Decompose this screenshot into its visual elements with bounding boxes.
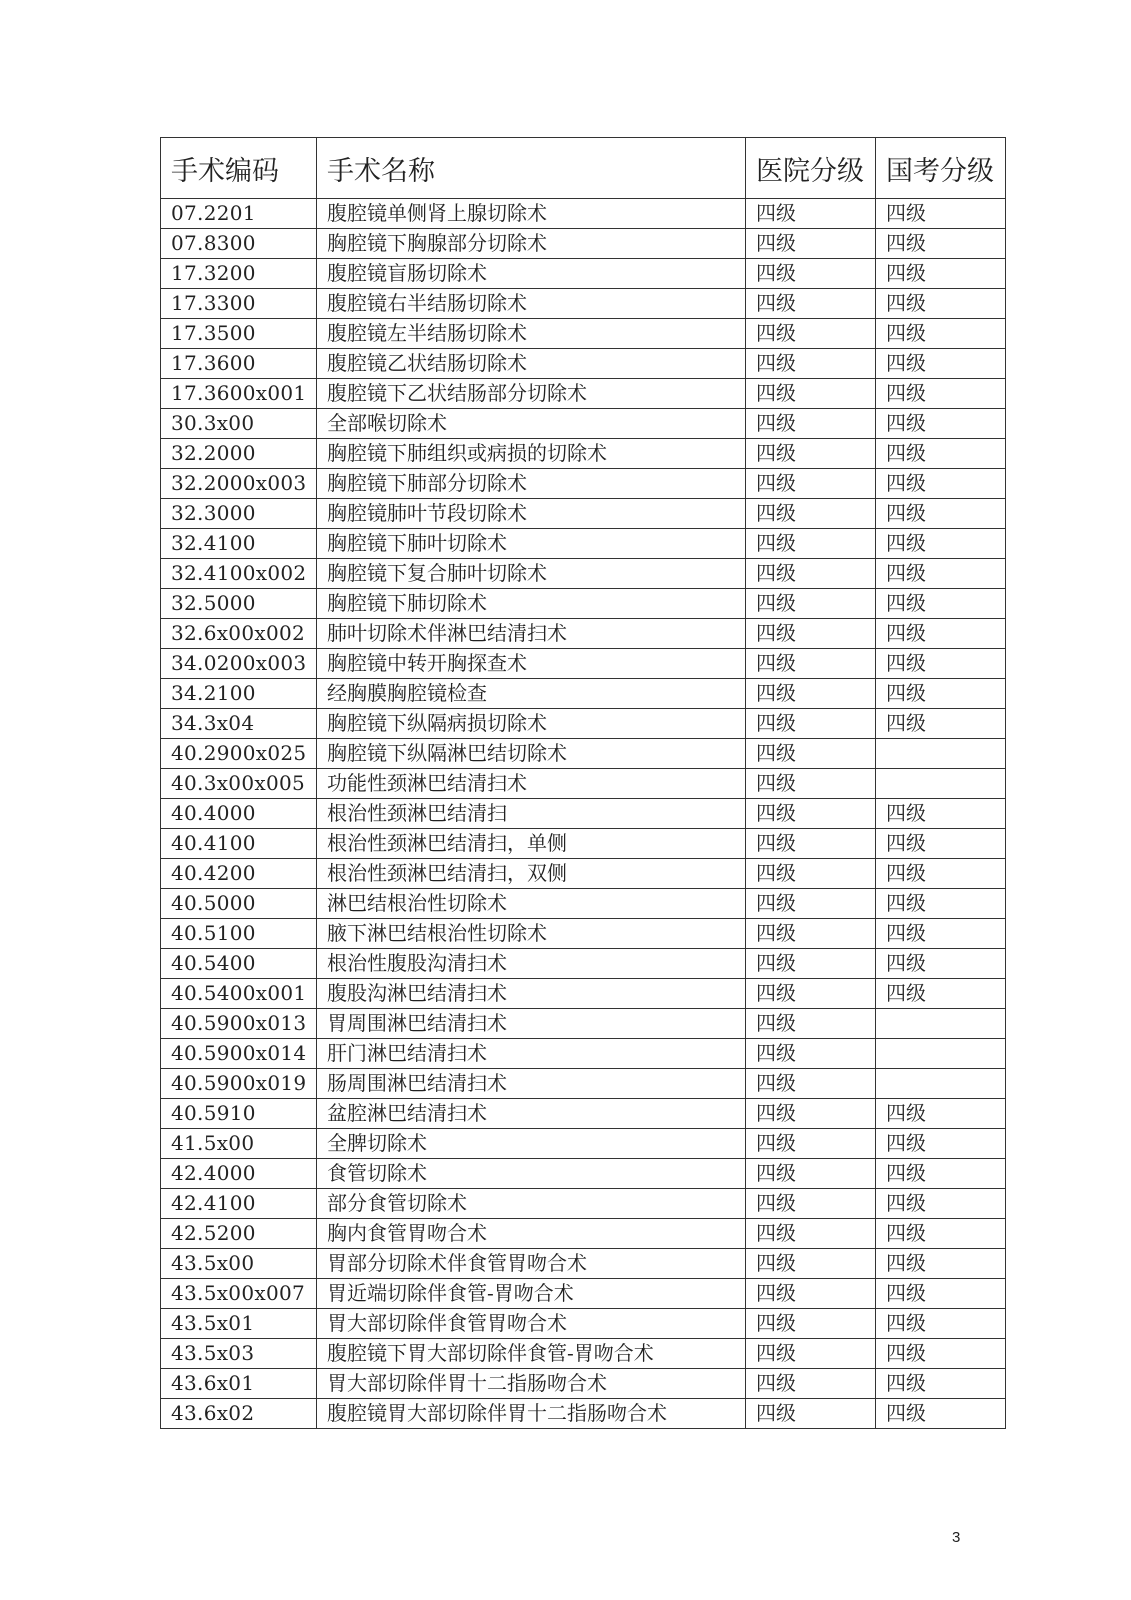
national-grade-cell: 四级 — [876, 709, 1006, 739]
surgery-code-cell: 43.5x00 — [161, 1249, 317, 1279]
national-grade-cell: 四级 — [876, 859, 1006, 889]
hospital-grade-cell: 四级 — [746, 289, 876, 319]
surgery-name-cell: 根治性颈淋巴结清扫，双侧 — [317, 859, 746, 889]
surgery-code-cell: 30.3x00 — [161, 409, 317, 439]
hospital-grade-cell: 四级 — [746, 739, 876, 769]
hospital-grade-cell: 四级 — [746, 1099, 876, 1129]
table-row — [161, 1399, 1006, 1429]
national-grade-cell — [876, 1009, 1006, 1039]
surgery-code-cell: 32.4100 — [161, 529, 317, 559]
hospital-grade-cell: 四级 — [746, 829, 876, 859]
hospital-grade-cell: 四级 — [746, 589, 876, 619]
header-surgery-code: 手术编码 — [161, 138, 317, 199]
table-row — [161, 919, 1006, 949]
surgery-name-cell: 根治性颈淋巴结清扫，单侧 — [317, 829, 746, 859]
table-body — [161, 199, 1006, 1429]
surgery-name-cell: 胸腔镜下肺部分切除术 — [317, 469, 746, 499]
hospital-grade-cell: 四级 — [746, 769, 876, 799]
surgery-name-cell: 胸腔镜下肺切除术 — [317, 589, 746, 619]
hospital-grade-cell: 四级 — [746, 1039, 876, 1069]
national-grade-cell: 四级 — [876, 1309, 1006, 1339]
hospital-grade-cell: 四级 — [746, 559, 876, 589]
surgery-name-cell: 腹腔镜左半结肠切除术 — [317, 319, 746, 349]
table-row — [161, 499, 1006, 529]
hospital-grade-cell: 四级 — [746, 1069, 876, 1099]
header-hospital-grade: 医院分级 — [746, 138, 876, 199]
hospital-grade-cell: 四级 — [746, 889, 876, 919]
table-row — [161, 1219, 1006, 1249]
surgery-code-cell: 40.4200 — [161, 859, 317, 889]
surgery-code-cell: 40.5100 — [161, 919, 317, 949]
hospital-grade-cell: 四级 — [746, 1279, 876, 1309]
surgery-code-cell: 43.5x03 — [161, 1339, 317, 1369]
surgery-name-cell: 胸腔镜肺叶节段切除术 — [317, 499, 746, 529]
table-row — [161, 259, 1006, 289]
hospital-grade-cell: 四级 — [746, 859, 876, 889]
surgery-name-cell: 功能性颈淋巴结清扫术 — [317, 769, 746, 799]
national-grade-cell: 四级 — [876, 319, 1006, 349]
national-grade-cell: 四级 — [876, 439, 1006, 469]
national-grade-cell: 四级 — [876, 1339, 1006, 1369]
surgery-name-cell: 腋下淋巴结根治性切除术 — [317, 919, 746, 949]
surgery-name-cell: 胸腔镜下胸腺部分切除术 — [317, 229, 746, 259]
surgery-name-cell: 胸腔镜中转开胸探查术 — [317, 649, 746, 679]
surgery-name-cell: 根治性腹股沟清扫术 — [317, 949, 746, 979]
table-row — [161, 1369, 1006, 1399]
national-grade-cell — [876, 739, 1006, 769]
surgery-code-cell: 43.6x02 — [161, 1399, 317, 1429]
table-row — [161, 1159, 1006, 1189]
surgery-code-cell: 40.4000 — [161, 799, 317, 829]
table-row — [161, 829, 1006, 859]
table-row — [161, 529, 1006, 559]
table-row — [161, 649, 1006, 679]
hospital-grade-cell: 四级 — [746, 709, 876, 739]
national-grade-cell: 四级 — [876, 1129, 1006, 1159]
table-row — [161, 679, 1006, 709]
surgery-name-cell: 部分食管切除术 — [317, 1189, 746, 1219]
table-row — [161, 889, 1006, 919]
national-grade-cell: 四级 — [876, 1279, 1006, 1309]
table-row — [161, 1339, 1006, 1369]
surgery-code-cell: 40.5400 — [161, 949, 317, 979]
table-row — [161, 1249, 1006, 1279]
surgery-code-cell: 40.5900x014 — [161, 1039, 317, 1069]
surgery-code-cell: 40.5900x013 — [161, 1009, 317, 1039]
hospital-grade-cell: 四级 — [746, 1129, 876, 1159]
hospital-grade-cell: 四级 — [746, 949, 876, 979]
national-grade-cell: 四级 — [876, 1399, 1006, 1429]
table-row — [161, 1039, 1006, 1069]
national-grade-cell: 四级 — [876, 199, 1006, 229]
surgery-code-cell: 40.2900x025 — [161, 739, 317, 769]
surgery-name-cell: 胃近端切除伴食管-胃吻合术 — [317, 1279, 746, 1309]
table-row — [161, 439, 1006, 469]
national-grade-cell: 四级 — [876, 1369, 1006, 1399]
table-row — [161, 319, 1006, 349]
table-row — [161, 1009, 1006, 1039]
national-grade-cell: 四级 — [876, 229, 1006, 259]
table-row — [161, 1069, 1006, 1099]
surgery-name-cell: 腹腔镜下胃大部切除伴食管-胃吻合术 — [317, 1339, 746, 1369]
hospital-grade-cell: 四级 — [746, 349, 876, 379]
national-grade-cell: 四级 — [876, 589, 1006, 619]
national-grade-cell: 四级 — [876, 259, 1006, 289]
table-row — [161, 589, 1006, 619]
surgery-code-cell: 40.5000 — [161, 889, 317, 919]
surgery-code-cell: 43.5x00x007 — [161, 1279, 317, 1309]
surgery-code-cell: 34.0200x003 — [161, 649, 317, 679]
table-row — [161, 739, 1006, 769]
surgery-name-cell: 根治性颈淋巴结清扫 — [317, 799, 746, 829]
surgery-code-cell: 32.2000x003 — [161, 469, 317, 499]
hospital-grade-cell: 四级 — [746, 439, 876, 469]
national-grade-cell: 四级 — [876, 379, 1006, 409]
surgery-code-cell: 34.3x04 — [161, 709, 317, 739]
page-number: 3 — [952, 1529, 961, 1546]
table-row — [161, 409, 1006, 439]
surgery-name-cell: 胃大部切除伴食管胃吻合术 — [317, 1309, 746, 1339]
hospital-grade-cell: 四级 — [746, 529, 876, 559]
surgery-code-cell: 42.5200 — [161, 1219, 317, 1249]
national-grade-cell: 四级 — [876, 1189, 1006, 1219]
surgery-name-cell: 肺叶切除术伴淋巴结清扫术 — [317, 619, 746, 649]
hospital-grade-cell: 四级 — [746, 379, 876, 409]
surgery-code-cell: 07.2201 — [161, 199, 317, 229]
surgery-name-cell: 胸腔镜下肺组织或病损的切除术 — [317, 439, 746, 469]
national-grade-cell: 四级 — [876, 1159, 1006, 1189]
surgery-code-cell: 17.3600x001 — [161, 379, 317, 409]
national-grade-cell: 四级 — [876, 919, 1006, 949]
surgery-code-cell: 07.8300 — [161, 229, 317, 259]
surgery-name-cell: 腹股沟淋巴结清扫术 — [317, 979, 746, 1009]
table-row — [161, 769, 1006, 799]
surgery-name-cell: 腹腔镜右半结肠切除术 — [317, 289, 746, 319]
national-grade-cell: 四级 — [876, 559, 1006, 589]
header-national-grade: 国考分级 — [876, 138, 1006, 199]
surgery-code-cell: 42.4100 — [161, 1189, 317, 1219]
hospital-grade-cell: 四级 — [746, 1159, 876, 1189]
table-row — [161, 349, 1006, 379]
table-row — [161, 1129, 1006, 1159]
surgery-code-cell: 40.5910 — [161, 1099, 317, 1129]
national-grade-cell: 四级 — [876, 499, 1006, 529]
surgery-code-cell: 41.5x00 — [161, 1129, 317, 1159]
hospital-grade-cell: 四级 — [746, 979, 876, 1009]
surgery-name-cell: 经胸膜胸腔镜检查 — [317, 679, 746, 709]
surgery-name-cell: 胸腔镜下复合肺叶切除术 — [317, 559, 746, 589]
surgery-code-cell: 40.4100 — [161, 829, 317, 859]
national-grade-cell: 四级 — [876, 1099, 1006, 1129]
hospital-grade-cell: 四级 — [746, 499, 876, 529]
hospital-grade-cell: 四级 — [746, 679, 876, 709]
hospital-grade-cell: 四级 — [746, 199, 876, 229]
surgery-name-cell: 腹腔镜单侧肾上腺切除术 — [317, 199, 746, 229]
surgery-code-cell: 32.4100x002 — [161, 559, 317, 589]
table-row — [161, 469, 1006, 499]
national-grade-cell: 四级 — [876, 619, 1006, 649]
hospital-grade-cell: 四级 — [746, 649, 876, 679]
table-row — [161, 289, 1006, 319]
surgery-name-cell: 腹腔镜下乙状结肠部分切除术 — [317, 379, 746, 409]
hospital-grade-cell: 四级 — [746, 1339, 876, 1369]
national-grade-cell: 四级 — [876, 349, 1006, 379]
surgery-code-cell: 42.4000 — [161, 1159, 317, 1189]
header-surgery-name: 手术名称 — [317, 138, 746, 199]
surgery-code-cell: 17.3600 — [161, 349, 317, 379]
surgery-name-cell: 腹腔镜盲肠切除术 — [317, 259, 746, 289]
national-grade-cell: 四级 — [876, 799, 1006, 829]
hospital-grade-cell: 四级 — [746, 319, 876, 349]
surgery-name-cell: 腹腔镜乙状结肠切除术 — [317, 349, 746, 379]
hospital-grade-cell: 四级 — [746, 919, 876, 949]
surgery-name-cell: 腹腔镜胃大部切除伴胃十二指肠吻合术 — [317, 1399, 746, 1429]
hospital-grade-cell: 四级 — [746, 469, 876, 499]
surgery-name-cell: 胸腔镜下纵隔淋巴结切除术 — [317, 739, 746, 769]
surgery-name-cell: 胃大部切除伴胃十二指肠吻合术 — [317, 1369, 746, 1399]
table-row — [161, 709, 1006, 739]
surgery-name-cell: 全脾切除术 — [317, 1129, 746, 1159]
surgery-code-cell: 17.3200 — [161, 259, 317, 289]
surgery-name-cell: 盆腔淋巴结清扫术 — [317, 1099, 746, 1129]
table-row — [161, 559, 1006, 589]
surgery-code-cell: 43.6x01 — [161, 1369, 317, 1399]
hospital-grade-cell: 四级 — [746, 1309, 876, 1339]
surgery-code-cell: 40.3x00x005 — [161, 769, 317, 799]
national-grade-cell: 四级 — [876, 1249, 1006, 1279]
table-row — [161, 229, 1006, 259]
table-row — [161, 949, 1006, 979]
hospital-grade-cell: 四级 — [746, 1219, 876, 1249]
surgery-code-cell: 43.5x01 — [161, 1309, 317, 1339]
table-row — [161, 1279, 1006, 1309]
surgery-code-cell: 17.3500 — [161, 319, 317, 349]
surgery-name-cell: 胸内食管胃吻合术 — [317, 1219, 746, 1249]
surgery-name-cell: 肝门淋巴结清扫术 — [317, 1039, 746, 1069]
national-grade-cell: 四级 — [876, 1219, 1006, 1249]
national-grade-cell: 四级 — [876, 979, 1006, 1009]
national-grade-cell: 四级 — [876, 469, 1006, 499]
surgery-code-cell: 32.3000 — [161, 499, 317, 529]
table-row — [161, 979, 1006, 1009]
national-grade-cell: 四级 — [876, 289, 1006, 319]
national-grade-cell: 四级 — [876, 649, 1006, 679]
table-row — [161, 1189, 1006, 1219]
surgery-name-cell: 胃部分切除术伴食管胃吻合术 — [317, 1249, 746, 1279]
national-grade-cell: 四级 — [876, 829, 1006, 859]
surgery-name-cell: 胸腔镜下纵隔病损切除术 — [317, 709, 746, 739]
hospital-grade-cell: 四级 — [746, 1189, 876, 1219]
surgery-name-cell: 胸腔镜下肺叶切除术 — [317, 529, 746, 559]
hospital-grade-cell: 四级 — [746, 1009, 876, 1039]
table-row — [161, 619, 1006, 649]
national-grade-cell — [876, 1039, 1006, 1069]
surgery-code-cell: 32.6x00x002 — [161, 619, 317, 649]
hospital-grade-cell: 四级 — [746, 1369, 876, 1399]
national-grade-cell — [876, 1069, 1006, 1099]
table-row — [161, 859, 1006, 889]
hospital-grade-cell: 四级 — [746, 1249, 876, 1279]
national-grade-cell: 四级 — [876, 949, 1006, 979]
table-row — [161, 799, 1006, 829]
surgery-grade-table — [160, 137, 1006, 1429]
national-grade-cell: 四级 — [876, 679, 1006, 709]
hospital-grade-cell: 四级 — [746, 619, 876, 649]
national-grade-cell: 四级 — [876, 889, 1006, 919]
surgery-name-cell: 淋巴结根治性切除术 — [317, 889, 746, 919]
table-row — [161, 199, 1006, 229]
national-grade-cell: 四级 — [876, 529, 1006, 559]
hospital-grade-cell: 四级 — [746, 799, 876, 829]
surgery-code-cell: 40.5400x001 — [161, 979, 317, 1009]
hospital-grade-cell: 四级 — [746, 409, 876, 439]
hospital-grade-cell: 四级 — [746, 229, 876, 259]
surgery-code-cell: 40.5900x019 — [161, 1069, 317, 1099]
national-grade-cell: 四级 — [876, 409, 1006, 439]
table-header-row — [161, 138, 1006, 199]
surgery-name-cell: 胃周围淋巴结清扫术 — [317, 1009, 746, 1039]
surgery-name-cell: 食管切除术 — [317, 1159, 746, 1189]
table-row — [161, 1099, 1006, 1129]
surgery-code-cell: 32.5000 — [161, 589, 317, 619]
table-row — [161, 1309, 1006, 1339]
surgery-grade-table-container — [160, 137, 1005, 1429]
hospital-grade-cell: 四级 — [746, 259, 876, 289]
surgery-name-cell: 肠周围淋巴结清扫术 — [317, 1069, 746, 1099]
surgery-code-cell: 32.2000 — [161, 439, 317, 469]
table-row — [161, 379, 1006, 409]
surgery-code-cell: 17.3300 — [161, 289, 317, 319]
national-grade-cell — [876, 769, 1006, 799]
surgery-name-cell: 全部喉切除术 — [317, 409, 746, 439]
surgery-code-cell: 34.2100 — [161, 679, 317, 709]
hospital-grade-cell: 四级 — [746, 1399, 876, 1429]
